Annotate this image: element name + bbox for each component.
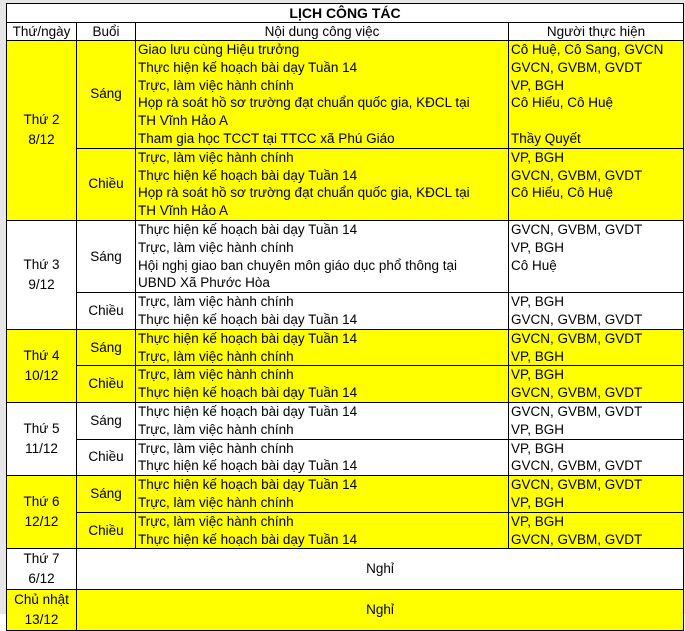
task-line: Trực, làm việc hành chính [138,494,294,510]
performer-line: VP, BGH [511,494,565,510]
performer-cell[interactable] [509,512,684,549]
task-line: Trực, làm việc hành chính [138,294,294,310]
day-cell-thu-3[interactable] [7,220,77,329]
performer-line: GVCN, GVBM, GVDT [511,403,643,419]
task-line: Trực, làm việc hành chính [138,348,294,364]
task-line: Thực hiện kế hoạch bài dạy Tuần 14 [138,477,358,493]
performer-line: Cô Hiếu, Cô Huệ [511,185,614,201]
performer-line: VP, BGH [511,348,565,364]
day-date: 13/12 [24,612,59,628]
performer-line: VP, BGH [511,77,565,93]
day-off-cell[interactable]: Nghỉ [77,549,684,590]
performer-cell[interactable] [509,41,684,149]
performer-cell[interactable] [509,220,684,292]
performer-line: Thầy Quyết [511,130,581,146]
day-off-cell[interactable]: Nghỉ [77,590,684,631]
performer-line: GVCN, GVBM, GVDT [511,59,643,75]
schedule-title[interactable]: LỊCH CÔNG TÁC [7,4,684,23]
task-line: Thực hiện kế hoạch bài dạy Tuần 14 [138,59,358,75]
day-date: 10/12 [24,367,59,383]
performer-line: Cô Hiếu, Cô Huệ [511,95,614,111]
task-line: TH Vĩnh Hảo A [138,113,229,129]
day-name: Thứ 3 [23,256,60,272]
performer-cell[interactable] [509,293,684,330]
day-date: 12/12 [24,514,59,530]
session-cell-morning[interactable]: Sáng [77,329,136,366]
performer-line: GVCN, GVBM, GVDT [511,531,643,547]
performer-line: VP, BGH [511,367,565,383]
day-name: Chủ nhật [14,592,69,608]
task-cell[interactable] [136,148,509,220]
performer-line [511,274,683,292]
task-line: Thực hiện kế hoạch bài dạy Tuần 14 [138,311,358,327]
day-cell-thu-5[interactable] [7,402,77,475]
performer-line: GVCN, GVBM, GVDT [511,458,643,474]
performer-line: GVCN, GVBM, GVDT [511,221,643,237]
task-line: Trực, làm việc hành chính [138,149,294,165]
day-date: 11/12 [25,441,58,457]
session-cell-morning[interactable]: Sáng [77,41,136,149]
performer-cell[interactable] [509,439,684,476]
day-date: 8/12 [28,132,55,148]
performer-line [511,202,683,220]
task-line: Trực, làm việc hành chính [138,513,294,529]
task-line: Giao lưu cùng Hiệu trưởng [138,42,300,57]
day-name: Thứ 6 [23,494,60,510]
task-line: Hội nghị giao ban chuyên môn giáo dục phổ thông tại [138,257,457,273]
session-cell-afternoon[interactable]: Chiều [77,366,136,403]
task-line: Họp rà soát hồ sơ trường đạt chuẩn quốc gia, KĐCL tại [138,95,470,111]
schedule-table [6,3,684,631]
task-line: Trực, làm việc hành chính [138,239,294,255]
header-performer[interactable]: Người thực hiện [509,23,684,41]
session-cell-afternoon[interactable]: Chiều [77,293,136,330]
session-cell-afternoon[interactable]: Chiều [77,148,136,220]
header-session[interactable]: Buổi [77,23,136,41]
session-cell-afternoon[interactable]: Chiều [77,512,136,549]
performer-line: VP, BGH [511,239,565,255]
task-cell[interactable] [136,220,509,292]
task-cell[interactable] [136,439,509,476]
task-line: Tham gia học TCCT tại TTCC xã Phú Giáo [138,130,395,146]
performer-line: VP, BGH [511,421,565,437]
task-line: Thực hiện kế hoạch bài dạy Tuần 14 [138,403,358,419]
task-line: Thực hiện kế hoạch bài dạy Tuần 14 [138,458,358,474]
task-line: Trực, làm việc hành chính [138,367,294,383]
performer-line: GVCN, GVBM, GVDT [511,477,643,493]
day-cell-thu-7[interactable] [7,549,77,590]
performer-line: VP, BGH [511,149,565,165]
performer-line: VP, BGH [511,440,565,456]
task-line: Thực hiện kế hoạch bài dạy Tuần 14 [138,531,358,547]
day-name: Thứ 2 [23,112,60,128]
task-line: Thực hiện kế hoạch bài dạy Tuần 14 [138,167,358,183]
task-cell[interactable] [136,41,509,149]
performer-line [511,112,683,130]
header-content[interactable]: Nội dung công việc [136,23,509,41]
task-line: Trực, làm việc hành chính [138,77,294,93]
task-cell[interactable] [136,512,509,549]
day-cell-thu-2[interactable] [7,41,77,221]
task-line: Thực hiện kế hoạch bài dạy Tuần 14 [138,330,358,346]
task-cell[interactable] [136,476,509,513]
task-line: UBND Xã Phước Hòa [138,275,270,291]
performer-line: GVCN, GVBM, GVDT [511,311,643,327]
task-cell[interactable] [136,329,509,366]
session-cell-morning[interactable]: Sáng [77,220,136,292]
day-date: 9/12 [28,276,55,292]
performer-line: VP, BGH [511,294,565,310]
day-cell-thu-4[interactable] [7,329,77,402]
day-date: 6/12 [28,571,55,587]
performer-cell[interactable] [509,366,684,403]
performer-cell[interactable] [509,148,684,220]
performer-line: GVCN, GVBM, GVDT [511,385,643,401]
task-cell[interactable] [136,366,509,403]
performer-line: Cô Huệ [511,257,557,273]
task-cell[interactable] [136,293,509,330]
performer-line: GVCN, GVBM, GVDT [511,330,643,346]
task-cell[interactable] [136,402,509,439]
performer-line: Cô Huệ, Cô Sang, GVCN [511,42,664,57]
performer-cell[interactable] [509,329,684,366]
task-line: TH Vĩnh Hảo A [138,203,229,219]
session-cell-morning[interactable]: Sáng [77,402,136,439]
day-name: Thứ 4 [23,347,60,363]
day-name: Thứ 7 [23,551,60,567]
session-cell-morning[interactable]: Sáng [77,476,136,513]
performer-cell[interactable] [509,476,684,513]
task-line: Thực hiện kế hoạch bài dạy Tuần 14 [138,385,358,401]
performer-line: VP, BGH [511,513,565,529]
performer-line: GVCN, GVBM, GVDT [511,167,643,183]
task-line: Trực, làm việc hành chính [138,440,294,456]
session-cell-afternoon[interactable]: Chiều [77,439,136,476]
day-cell-sunday[interactable] [7,590,77,631]
task-line: Trực, làm việc hành chính [138,421,294,437]
task-line: Thực hiện kế hoạch bài dạy Tuần 14 [138,221,358,237]
performer-cell[interactable] [509,402,684,439]
day-name: Thứ 5 [23,421,60,437]
task-line: Họp rà soát hồ sơ trường đạt chuẩn quốc gia, KĐCL tại [138,185,470,201]
header-day[interactable]: Thứ/ngày [7,23,77,41]
day-cell-thu-6[interactable] [7,476,77,549]
